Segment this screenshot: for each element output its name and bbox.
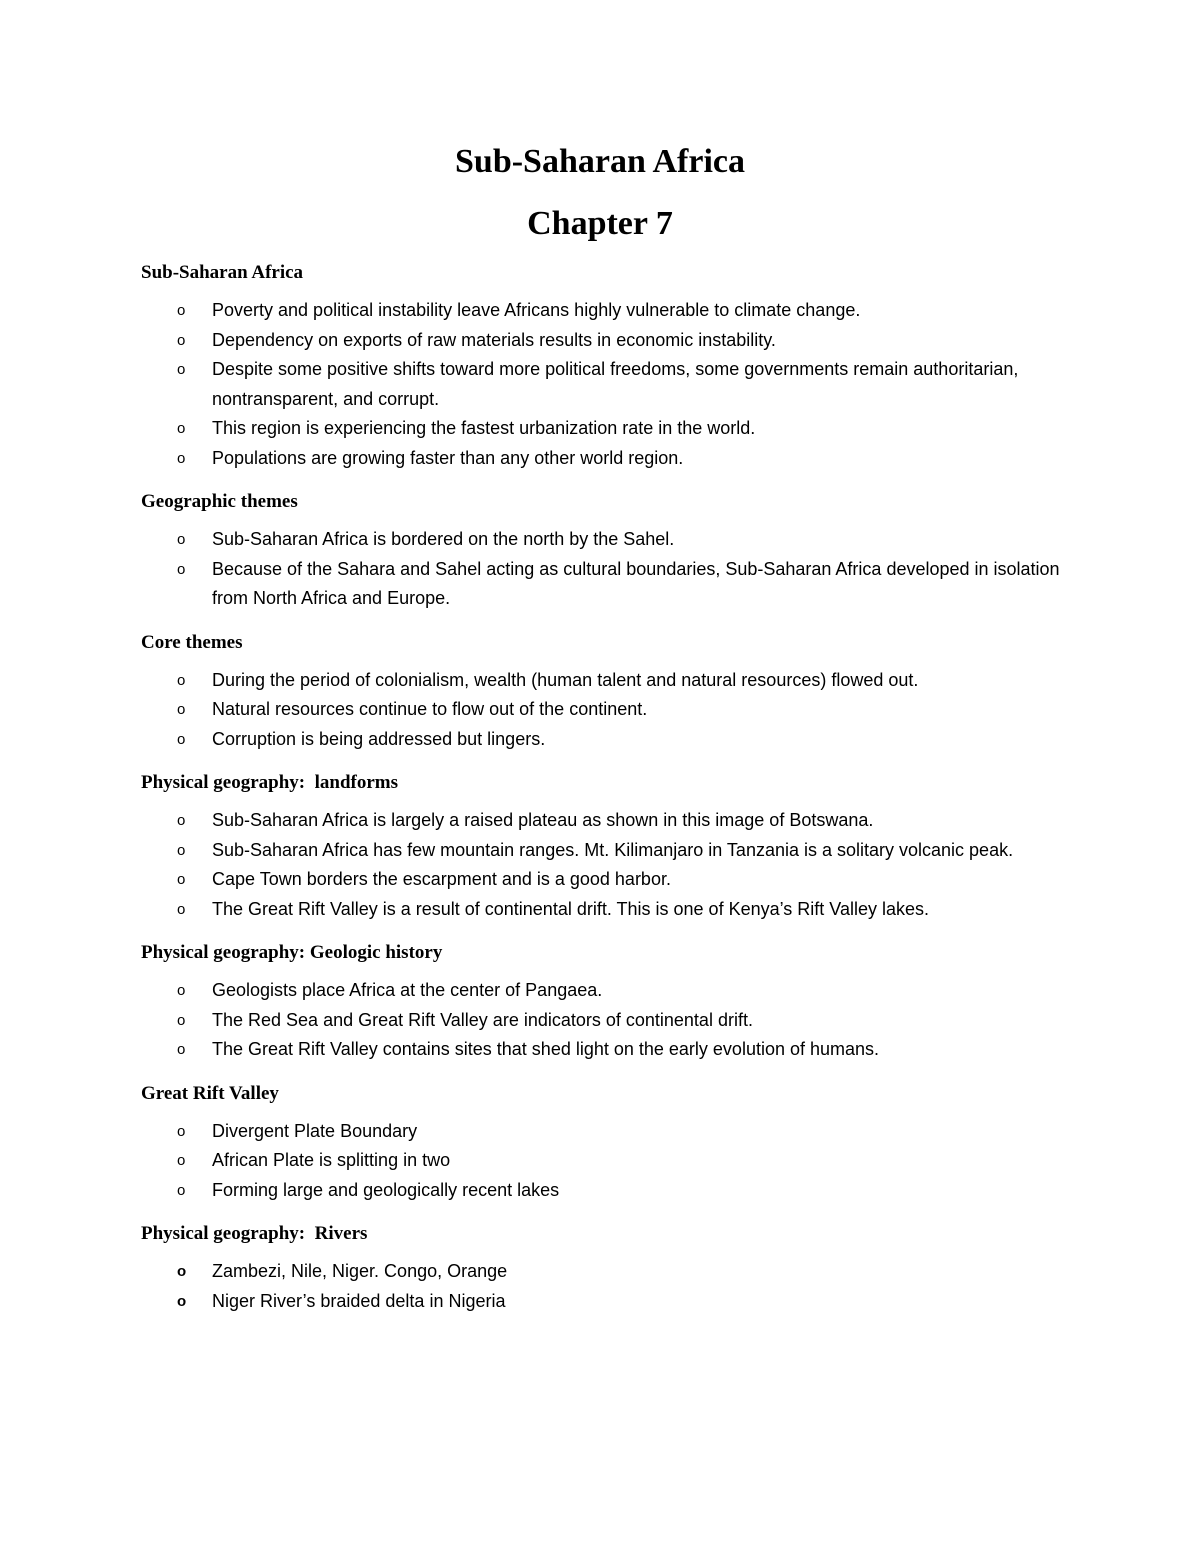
section: [141, 628, 1081, 755]
bullet-icon: o: [177, 1011, 186, 1029]
bullet-icon: o: [177, 1292, 187, 1310]
bullet-icon: o: [177, 671, 186, 689]
list-item-text: Sub-Saharan Africa is bordered on the north by the Sahel.: [212, 529, 675, 549]
list-item: [141, 1176, 1081, 1206]
bullet-list: [141, 1117, 1081, 1206]
list-item: [141, 444, 1081, 474]
section-heading: Physical geography: landforms: [141, 772, 399, 793]
bullet-icon: o: [177, 449, 186, 467]
list-item-text: This region is experiencing the fastest urbanization rate in the world.: [212, 418, 756, 438]
section: [141, 938, 1081, 1065]
list-item-text: Niger River’s braided delta in Nigeria: [212, 1290, 506, 1311]
list-item: [141, 1035, 1081, 1065]
list-item-text: Cape Town borders the escarpment and is a good harbor.: [212, 869, 671, 889]
bullet-icon: o: [177, 1152, 186, 1169]
list-item-text: Divergent Plate Boundary: [212, 1120, 418, 1141]
list-item-text: Zambezi, Nile, Niger. Congo, Orange: [212, 1261, 508, 1281]
list-item-text: Natural resources continue to flow out of the continent.: [212, 699, 648, 719]
bullet-icon: o: [177, 871, 186, 888]
section-heading: Sub-Saharan Africa: [141, 262, 304, 283]
bullet-icon: o: [177, 841, 186, 859]
section: [141, 768, 1081, 924]
bullet-list: [141, 1257, 1081, 1316]
list-item: [141, 865, 1081, 895]
list-item: [141, 1117, 1081, 1147]
list-item: [141, 296, 1081, 326]
list-item-text: The Red Sea and Great Rift Valley are indicators of continental drift.: [212, 1009, 753, 1030]
list-item: [141, 725, 1081, 755]
list-item: [141, 895, 1081, 925]
list-item: [141, 1006, 1081, 1036]
list-item: [141, 666, 1081, 696]
list-item: [141, 976, 1081, 1006]
bullet-list: [141, 525, 1081, 614]
section-heading: Physical geography: Geologic history: [141, 942, 443, 963]
bullet-icon: o: [177, 812, 186, 829]
document-title: Sub-Saharan Africa: [455, 143, 745, 180]
section: [141, 1219, 1081, 1316]
list-item: [141, 525, 1081, 555]
list-item-text: Sub-Saharan Africa is largely a raised plateau as shown in this image of Botswana.: [212, 810, 874, 830]
list-item-text: Despite some positive shifts toward more political freedoms, some governments remain authoritarian, nontransparent, and corrupt.: [212, 359, 1019, 409]
bullet-icon: o: [177, 1263, 187, 1280]
list-item: [141, 836, 1081, 866]
section-heading: Core themes: [141, 631, 243, 653]
bullet-icon: o: [177, 1041, 186, 1058]
list-item-text: Geologists place Africa at the center of Pangaea.: [212, 980, 603, 1000]
list-item: [141, 555, 1081, 614]
bullet-icon: o: [177, 1181, 186, 1199]
bullet-icon: o: [177, 701, 186, 718]
bullet-icon: o: [177, 302, 186, 319]
section-heading: Great Rift Valley: [141, 1082, 279, 1104]
list-item-text: During the period of colonialism, wealth (human talent and natural resources) flowed out.: [212, 669, 919, 690]
list-item-text: African Plate is splitting in two: [212, 1150, 451, 1170]
bullet-list: [141, 666, 1081, 755]
list-item-text: Because of the Sahara and Sahel acting as cultural boundaries, Sub-Saharan Africa developed in isolation from North Africa and Europe.: [212, 558, 1060, 608]
bullet-list: [141, 296, 1081, 473]
document-body: [141, 258, 1081, 1330]
section-heading: Geographic themes: [141, 491, 298, 512]
bullet-list: [141, 806, 1081, 924]
bullet-icon: o: [177, 531, 186, 548]
list-item: [141, 414, 1081, 444]
section: [141, 487, 1081, 614]
list-item: [141, 326, 1081, 356]
list-item-text: The Great Rift Valley contains sites that shed light on the early evolution of humans.: [212, 1039, 880, 1059]
list-item-text: Poverty and political instability leave Africans highly vulnerable to climate change.: [212, 300, 861, 320]
list-item: [141, 1146, 1081, 1176]
list-item: [141, 806, 1081, 836]
document-subtitle: Chapter 7: [527, 205, 673, 242]
bullet-icon: o: [177, 560, 186, 578]
list-item: [141, 1257, 1081, 1287]
bullet-icon: o: [177, 900, 186, 918]
list-item: [141, 355, 1081, 414]
list-item-text: Populations are growing faster than any other world region.: [212, 447, 684, 468]
bullet-icon: o: [177, 331, 186, 349]
bullet-list: [141, 976, 1081, 1065]
bullet-icon: o: [177, 730, 186, 748]
bullet-icon: o: [177, 1122, 186, 1140]
section: [141, 1079, 1081, 1206]
list-item: [141, 695, 1081, 725]
list-item-text: The Great Rift Valley is a result of continental drift. This is one of Kenya’s Rift Valley lakes.: [212, 898, 929, 919]
list-item-text: Corruption is being addressed but lingers.: [212, 728, 546, 749]
section: [141, 258, 1081, 473]
list-item-text: Sub-Saharan Africa has few mountain ranges. Mt. Kilimanjaro in Tanzania is a solitary volcanic peak.: [212, 839, 1014, 860]
bullet-icon: o: [177, 420, 186, 437]
list-item-text: Forming large and geologically recent lakes: [212, 1179, 560, 1200]
section-heading: Physical geography: Rivers: [141, 1223, 368, 1244]
list-item: [141, 1287, 1081, 1317]
bullet-icon: o: [177, 361, 186, 378]
bullet-icon: o: [177, 982, 186, 999]
list-item-text: Dependency on exports of raw materials results in economic instability.: [212, 329, 776, 350]
title-block: [0, 138, 1200, 248]
